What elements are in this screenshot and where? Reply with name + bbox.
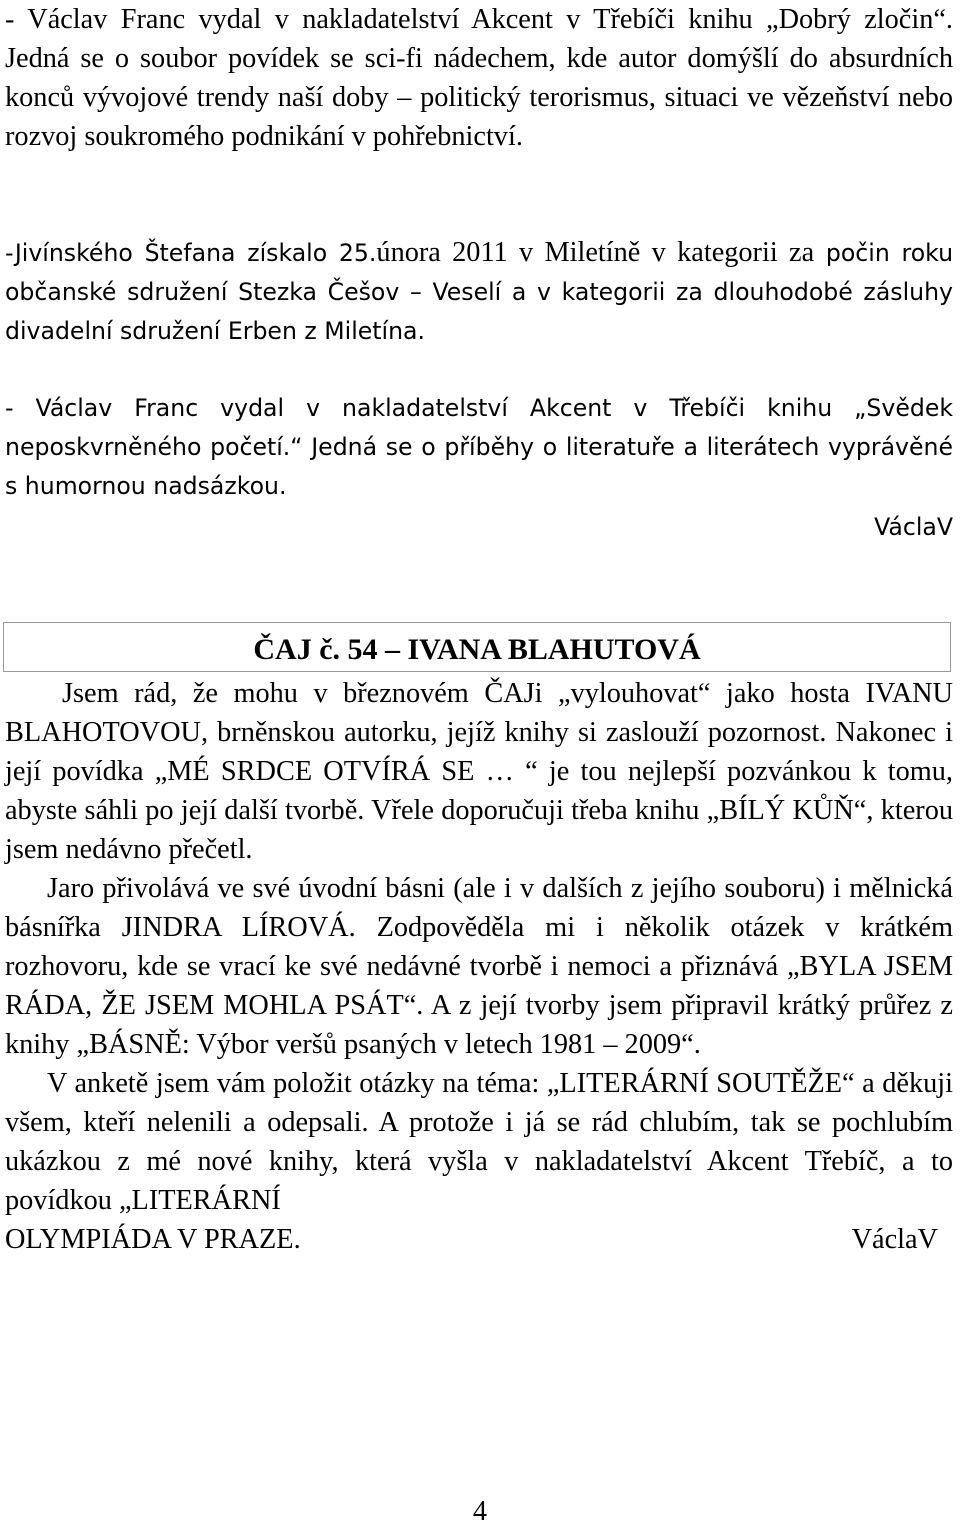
signature-bottom: VáclaV <box>851 1224 938 1255</box>
paragraph-anketa: V anketě jsem vám položit otázky na téma: „LITERÁRNÍ SOUTĚŽE“ a děkuji všem, kteří nelenili a odepsali. A protože i já se rád chlubím, tak se pochlubím ukázkou z mé nové knihy, která vyšla v nakladatelství Akcent Třebíč, a to povídkou „LITERÁRNÍ <box>5 1068 953 1216</box>
article-body <box>5 674 953 1259</box>
paragraph-award <box>5 233 953 351</box>
paragraph-intro-blahutova: Jsem rád, že mohu v březnovém ČAJi „vylouhovat“ jako hosta IVANU BLAHOTOVOU, brněnskou autorku, jejíž knihy si zaslouží pozornost. Nakonec i její povídka „MÉ SRDCE OTVÍRÁ SE … “ je tou nejlepší pozvánkou k tomu, abyste sáhli po její další tvorbě. Vřele doporučuji třeba knihu „BÍLÝ KŮŇ“, kterou jsem nedávno přečetl. <box>5 678 953 865</box>
section-title: ČAJ č. 54 – IVANA BLAHUTOVÁ <box>3 622 951 672</box>
award-text-date: února 2011 v Miletíně v kategorii za <box>376 237 815 268</box>
paragraph-book-dobry-zlocin: - Václav Franc vydal v nakladatelství Akcent v Třebíči knihu „Dobrý zločin“. Jedná se o soubor povídek se sci-fi nádechem, kde autor domýšlí do absurdních konců vývojové trendy naší doby – politický terorismus, situaci ve vězeňství nebo rozvoj soukromého podnikání v pohřebnictví. <box>5 4 953 152</box>
award-text-start: -Jivínského Štefana získalo 25. <box>5 239 377 267</box>
signature-top: VáclaV <box>874 513 953 541</box>
book-svedek-description: Jedná se o příběhy o literatuře a literátech vyprávěné s humornou nadsázkou. <box>5 433 954 500</box>
closing-line <box>5 1220 953 1259</box>
page-number: 4 <box>472 1496 488 1527</box>
paragraph-book-svedek <box>5 389 953 506</box>
closing-text: OLYMPIÁDA V PRAZE. <box>5 1224 301 1255</box>
paragraph-lirova: Jaro přivolává ve své úvodní básni (ale i v dalších z jejího souboru) i mělnická básnířka JINDRA LÍROVÁ. Zodpověděla mi i několik otázek v krátkém rozhovoru, kde se vrací ke své nedávné tvorbě i nemoci a přiznává „BYLA JSEM RÁDA, ŽE JSEM MOHLA PSÁT“. A z její tvorby jsem připravil krátký průřez z knihy „BÁSNĚ: Výbor veršů psaných v letech 1981 – 2009“. <box>5 873 953 1060</box>
award-text-rest: počin roku občanské sdružení Stezka Češov – Veselí a v kategorii za dlouhodobé zásluhy divadelní sdružení Erben z Miletína. <box>5 239 954 345</box>
book-svedek-title: - Václav Franc vydal v nakladatelství Akcent v Třebíči knihu „Svědek neposkvrněného početí.“ <box>5 394 953 461</box>
